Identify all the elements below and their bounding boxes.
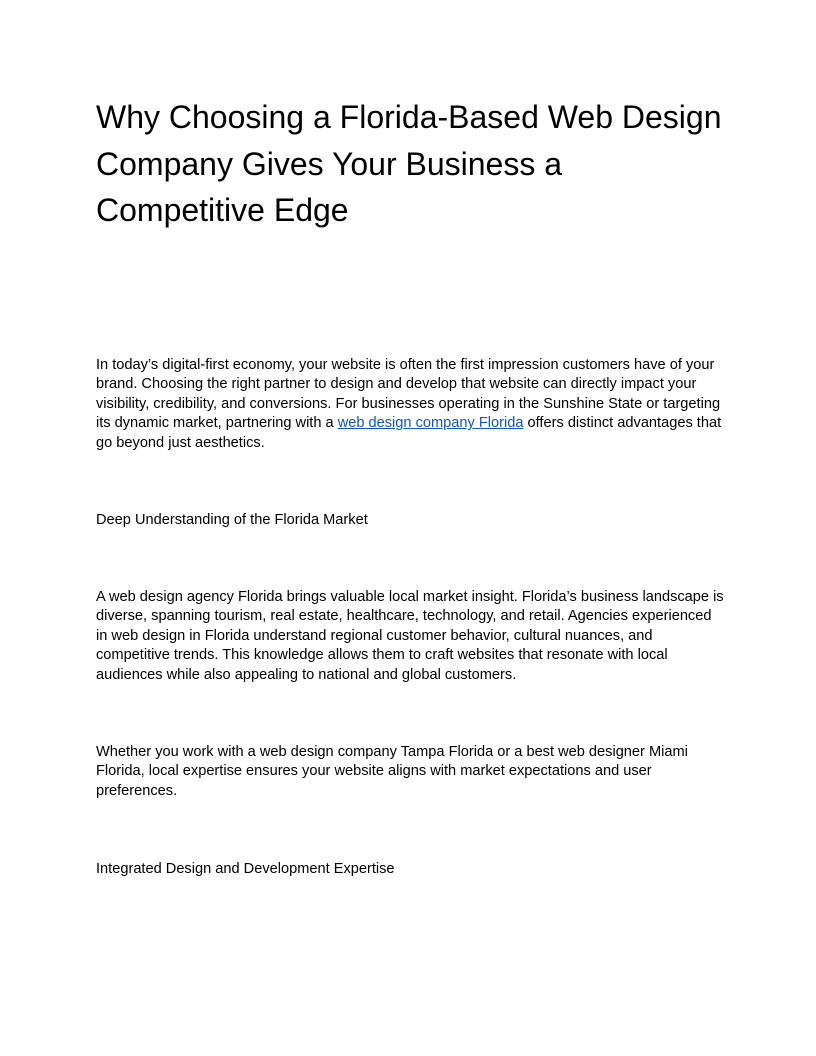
florida-market-paragraph: A web design agency Florida brings valuable local market insight. Florida’s business landscape is diverse, spanning tourism, real estate, healthcare, technology, and retail. Agencies experienced in web design in Florida understand regional customer behavior, cultural nuances, and competitive trends. This knowledge allows them to craft websites that resonate with local audiences while also appealing to national and global customers. — [96, 589, 724, 683]
section-heading-design-development: Integrated Design and Development Expertise — [96, 861, 395, 877]
local-expertise-paragraph: Whether you work with a web design company Tampa Florida or a best web designer Miami Florida, local expertise ensures your website aligns with market expectations and user preferences. — [96, 744, 688, 799]
section-heading-florida-market: Deep Understanding of the Florida Market — [96, 512, 368, 528]
intro-text-before-link: In today’s digital-first economy, your website is often the first impression customers have of your brand. Choosing the right partner to design and develop that website can directly impact your visibility, credibility, and conversions. For businesses operating in the Sunshine State or targeting its dynamic market, partnering with a — [96, 357, 721, 432]
web-design-company-florida-link[interactable]: web design company Florida — [337, 415, 524, 432]
intro-paragraph — [96, 356, 724, 453]
document-title: Why Choosing a Florida-Based Web Design Company Gives Your Business a Competitive Edge — [96, 99, 722, 228]
intro-text-after-link: offers distinct advantages that go beyond just aesthetics. — [96, 415, 722, 451]
